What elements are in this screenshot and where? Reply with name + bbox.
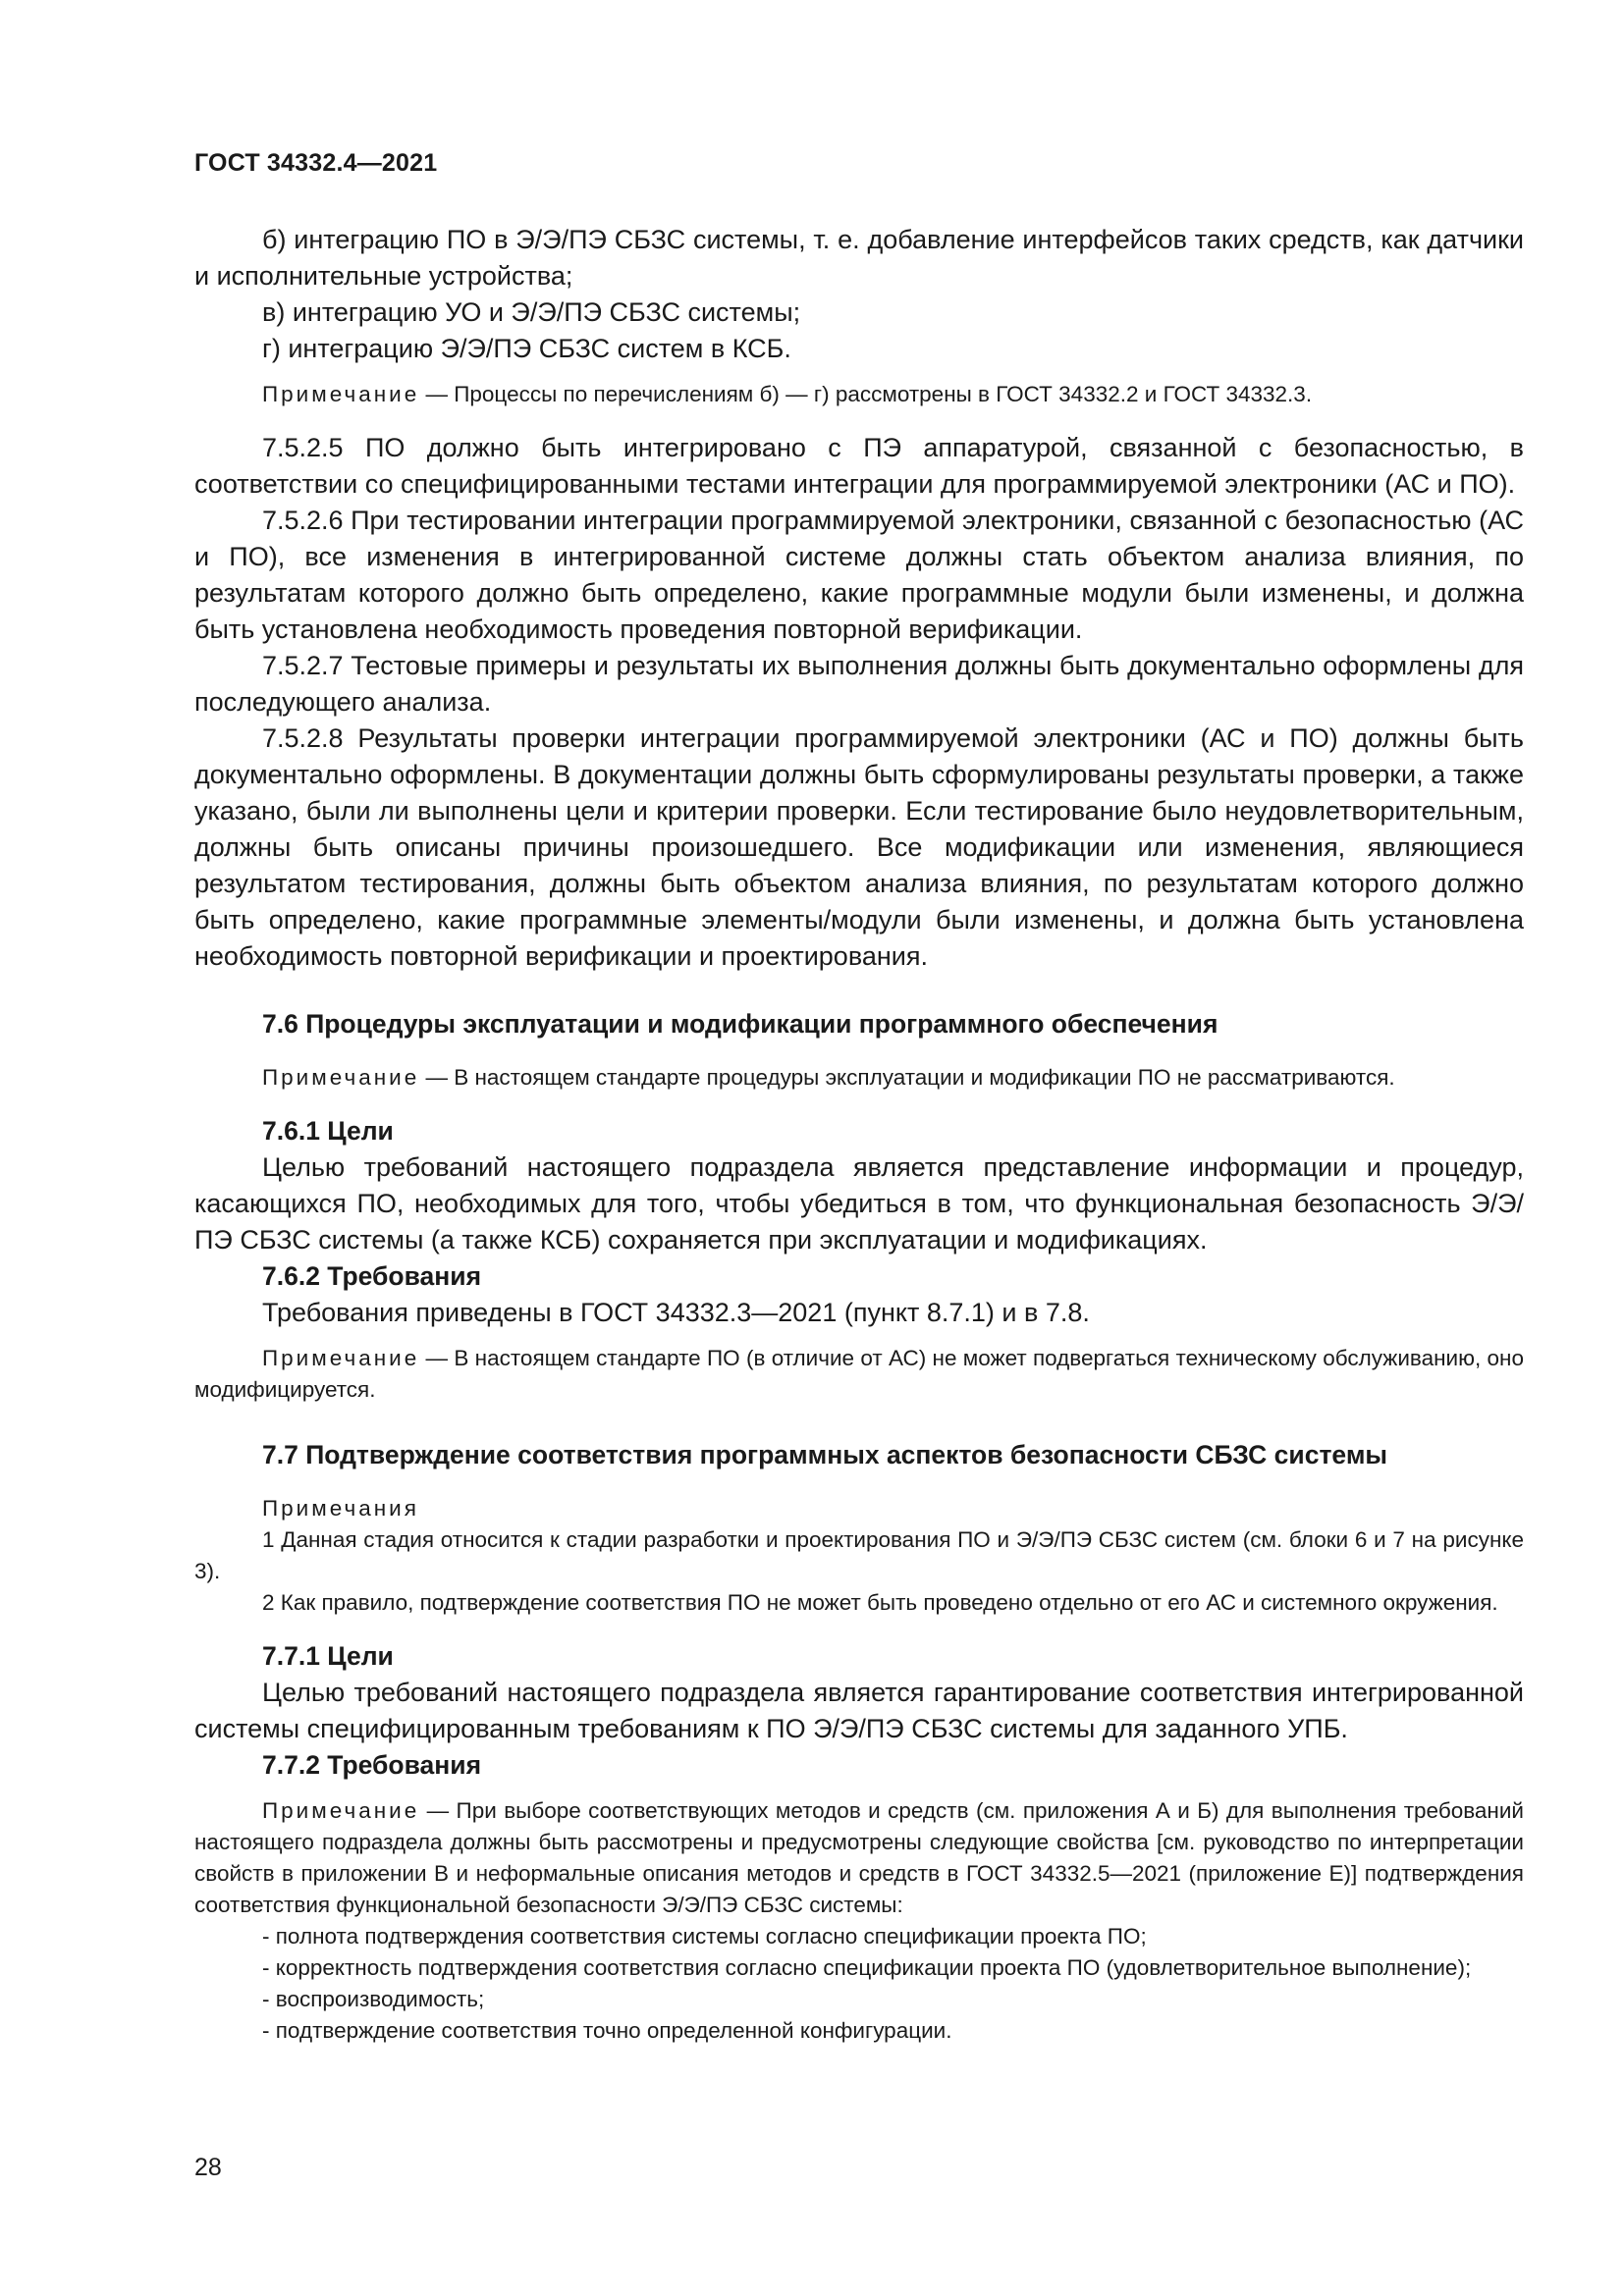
notes-label: Примечания	[262, 1496, 419, 1521]
note-7-6-2	[194, 1343, 1524, 1406]
note-label: Примечание	[262, 1798, 420, 1823]
list-item-v: в) интеграцию УО и Э/Э/ПЭ СБЗС системы;	[262, 297, 801, 327]
bullet-item: - полнота подтверждения соответствия системы согласно спецификации проекта ПО;	[262, 1924, 1147, 1949]
document-header: ГОСТ 34332.4—2021	[194, 149, 438, 177]
document-body	[194, 222, 1524, 2047]
clause-7-5-2-7: 7.5.2.7 Тестовые примеры и результаты их выполнения должны быть документально оформлены для последующего анализа.	[194, 651, 1524, 717]
note-text: — В настоящем стандарте ПО (в отличие от АС) не может подвергаться техническому обслуживанию, оно модифицируется.	[194, 1346, 1524, 1402]
list-item-b: б) интеграцию ПО в Э/Э/ПЭ СБЗС системы, т. е. добавление интерфейсов таких средств, как датчики и исполнительные устройства;	[194, 225, 1524, 291]
note-7-7-2: 2 Как правило, подтверждение соответствия ПО не может быть проведено отдельно от его АС и системного окружения.	[262, 1590, 1498, 1615]
note-text: — Процессы по перечислениям б) — г) рассмотрены в ГОСТ 34332.2 и ГОСТ 34332.3.	[419, 382, 1313, 406]
note-label: Примечание	[262, 1065, 420, 1090]
bullet-item: - корректность подтверждения соответствия согласно спецификации проекта ПО (удовлетворительное выполнение);	[262, 1955, 1472, 1980]
section-7-7-2-heading: 7.7.2 Требования	[262, 1750, 482, 1780]
section-7-6-heading: 7.6 Процедуры эксплуатации и модификации программного обеспечения	[262, 1009, 1218, 1039]
note-label: Примечание	[262, 382, 420, 406]
clause-7-5-2-5: 7.5.2.5 ПО должно быть интегрировано с ПЭ аппаратурой, связанной с безопасностью, в соответствии со специфицированными тестами интеграции для программируемой электроники (АС и ПО).	[194, 433, 1524, 499]
section-7-7-heading: 7.7 Подтверждение соответствия программных аспектов безопасности СБЗС системы	[262, 1440, 1388, 1469]
note-text: — В настоящем стандарте процедуры эксплуатации и модификации ПО не рассматриваются.	[419, 1065, 1395, 1090]
note-7-7-2-req	[194, 1795, 1524, 1921]
notes-7-7-label	[194, 1493, 1524, 1524]
clause-7-5-2-8: 7.5.2.8 Результаты проверки интеграции программируемой электроники (АС и ПО) должны быть документально оформлены. В документации должны быть сформулированы результаты проверки, а также указано, были ли выполнены цели и критерии проверки. Если тестирование было неудовлетворительным, должны быть описаны причины произошедшего. Все модификации или изменения, являющиеся результатом тестирования, должны быть объектом анализа влияния, по результатам которого должно быть определено, какие программные элементы/модули были изменены, и должна быть установлена необходимость повторной верификации и проектирования.	[194, 723, 1524, 971]
list-item-g: г) интеграцию Э/Э/ПЭ СБЗС систем в КСБ.	[262, 334, 791, 363]
page-number: 28	[194, 2154, 222, 2181]
section-7-6-2-text: Требования приведены в ГОСТ 34332.3—2021 (пункт 8.7.1) и в 7.8.	[262, 1298, 1090, 1327]
section-7-6-2-heading: 7.6.2 Требования	[262, 1261, 482, 1291]
section-7-6-1-heading: 7.6.1 Цели	[262, 1116, 394, 1146]
section-7-7-1-text: Целью требований настоящего подраздела является гарантирование соответствия интегрированной системы специфицированным требованиям к ПО Э/Э/ПЭ СБЗС системы для заданного УПБ.	[194, 1678, 1524, 1743]
note-7-7-1: 1 Данная стадия относится к стадии разработки и проектирования ПО и Э/Э/ПЭ СБЗС систем (см. блоки 6 и 7 на рисунке 3).	[194, 1527, 1524, 1583]
section-7-6-1-text: Целью требований настоящего подраздела является представление информации и процедур, касающихся ПО, необходимых для того, чтобы убедиться в том, что функциональная безопасность Э/Э/ПЭ СБЗС системы (а также КСБ) сохраняется при эксплуатации и модификациях.	[194, 1152, 1524, 1255]
note-processes	[194, 379, 1524, 410]
bullet-item: - подтверждение соответствия точно определенной конфигурации.	[262, 2018, 952, 2043]
section-7-7-1-heading: 7.7.1 Цели	[262, 1641, 394, 1671]
note-label: Примечание	[262, 1346, 420, 1370]
note-text: — При выборе соответствующих методов и средств (см. приложения А и Б) для выполнения требований настоящего подраздела должны быть рассмотрены и предусмотрены следующие свойства [см. руководство по интерпретации свойств в приложении В и неформальные описания методов и средств в ГОСТ 34332.5—2021 (приложение Е)] подтверждения соответствия функциональной безопасности Э/Э/ПЭ СБЗС системы:	[194, 1798, 1524, 1917]
clause-7-5-2-6: 7.5.2.6 При тестировании интеграции программируемой электроники, связанной с безопасностью (АС и ПО), все изменения в интегрированной системе должны стать объектом анализа влияния, по результатам которого должно быть определено, какие программные модули были изменены, и должна быть установлена необходимость проведения повторной верификации.	[194, 506, 1524, 644]
bullet-item: - воспроизводимость;	[262, 1987, 485, 2011]
note-7-6	[194, 1062, 1524, 1094]
